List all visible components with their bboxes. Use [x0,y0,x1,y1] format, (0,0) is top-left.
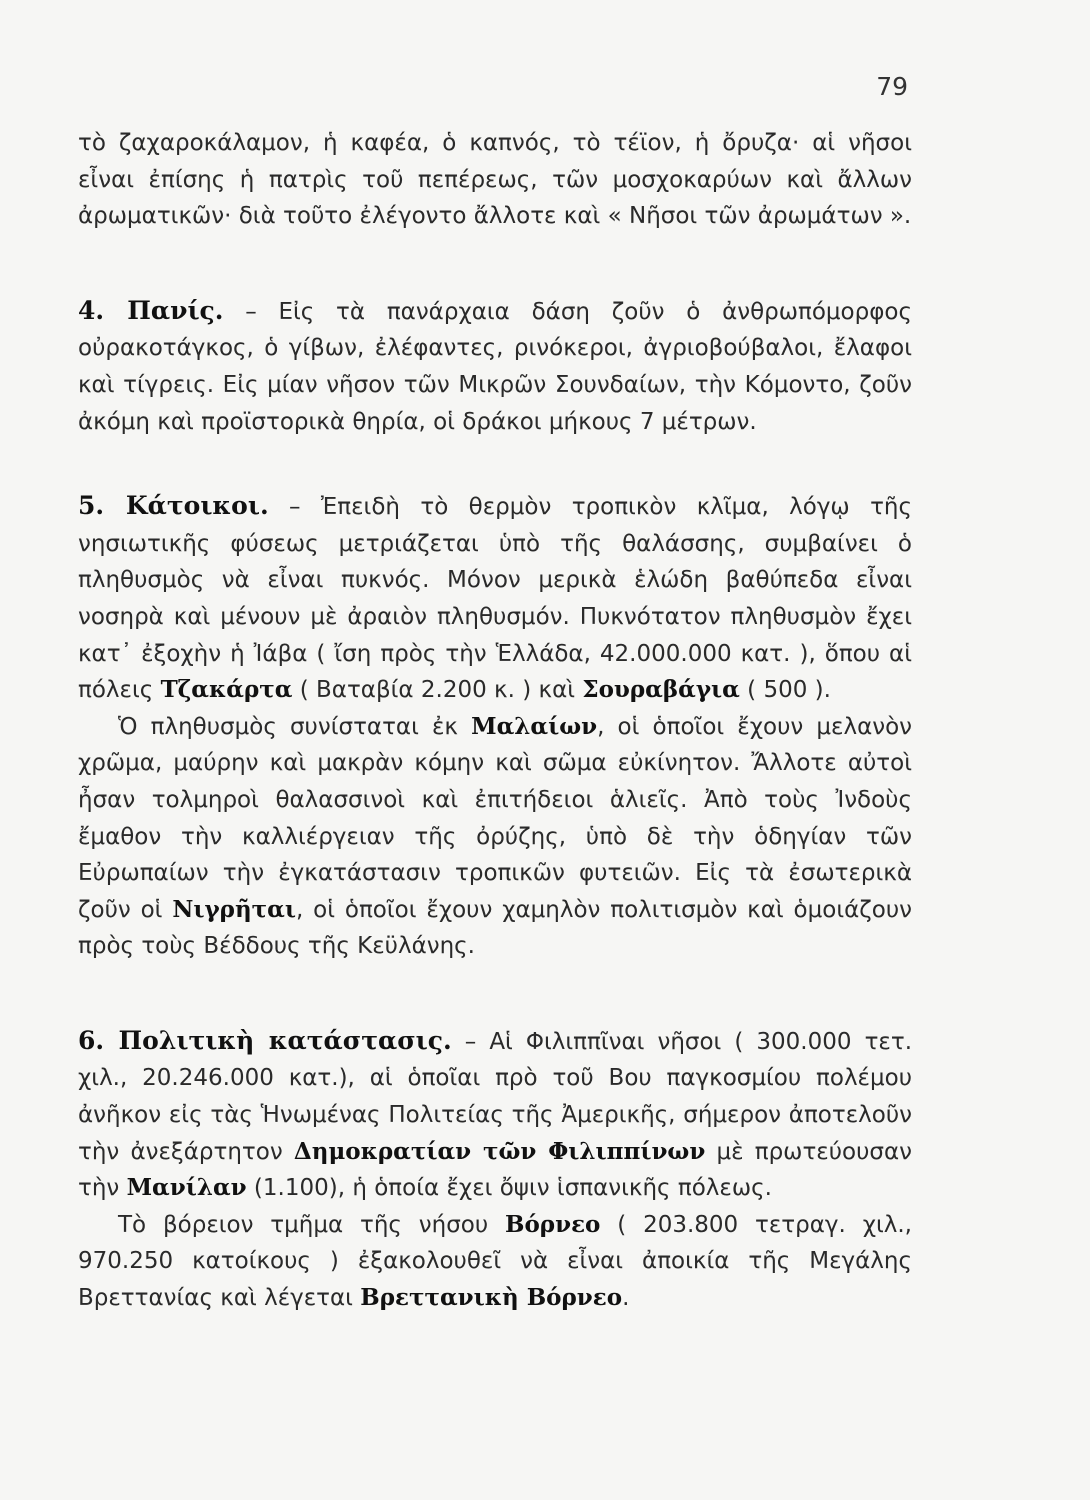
paragraph-section-4 [78,293,912,440]
spacer [78,440,912,488]
section-text: Ὁ πληθυσμὸς συνίσταται ἐκ [118,713,472,740]
section-text: (1.100), ἡ ὁποία ἔχει ὄψιν ἱσπανικῆς πόλεως. [246,1175,772,1202]
bold-term: Βόρνεο [505,1210,601,1238]
spacer [78,965,912,1023]
page-number: 79 [876,72,908,101]
section-text: – Αἱ Φιλιππῖναι νῆσοι ( 300.000 τετ. χιλ., 20.246.000 κατ.), αἱ ὁποῖαι πρὸ τοῦ Βου παγκοσμίου πολέμου ἀνῆκον εἰς τὰς Ἡνωμένας Πολιτείας τῆς Ἀμερικῆς, σήμερον ἀποτελοῦν τὴν ἀνεξάρτητον [78,1028,913,1165]
section-heading: 6. Πολιτικὴ κατάστασις. [78,1025,452,1055]
section-text: . [622,1285,630,1312]
section-text: – Ἐπειδὴ τὸ θερμὸν τροπικὸν κλῖμα, λόγῳ τῆς νησιωτικῆς φύσεως μετριάζεται ὑπὸ τῆς θαλάσσης, συμβαίνει ὁ πληθυσμὸς νὰ εἶναι πυκνός. Μόνον μερικὰ ἑλώδη βαθύπεδα εἶναι νοσηρὰ καὶ μένουν μὲ ἀραιὸν πληθυσμόν. Πυκνότατον πληθυσμὸν ἔχει κατ᾿ ἐξοχὴν ἡ Ἰάβα ( ἴση πρὸς τὴν Ἑλλάδα, 42.000.000 κατ. ), ὅπου αἱ πόλεις [78,494,912,704]
paragraph-population [78,709,912,965]
bold-term: Τζακάρτα [160,676,293,704]
text-body [78,125,912,1317]
section-text: ( Βαταβία 2.200 κ. ) καὶ [292,677,583,704]
bold-term: Νιγρῆται [172,895,296,923]
section-text: Τὸ βόρειον τμῆμα τῆς νήσου [118,1211,506,1238]
bold-term: Δημοκρατίαν τῶν Φιλιππίνων [293,1137,706,1165]
bold-term: Μαλαίων [471,712,598,740]
bold-term: Βρεττανικὴ Βόρνεο [360,1284,623,1312]
bold-term: Μανίλαν [126,1174,247,1202]
paragraph-section-5 [78,488,912,709]
section-text: , οἱ ὁποῖοι ἔχουν μελανὸν χρῶμα, μαύρην καὶ μακρὰν κόμην καὶ σῶμα εὐκίνητον. Ἄλλοτε αὐτοὶ ἦσαν τολμηροὶ θαλασσινοὶ καὶ ἐπιτήδειοι ἁλιεῖς. Ἀπὸ τοὺς Ἰνδοὺς ἔμαθον τὴν καλλιέργειαν τῆς ὀρύζης, ὑπὸ δὲ τὴν ὁδηγίαν τῶν Εὐρωπαίων τὴν ἐγκατάστασιν τροπικῶν φυτειῶν. Εἰς τὰ ἐσωτερικὰ ζοῦν οἱ [78,713,912,923]
section-text: ( 500 ). [739,677,831,704]
section-heading: 4. Πανίς. [78,295,224,325]
section-heading: 5. Κάτοικοι. [78,491,269,521]
section-text: , οἱ ὁποῖοι ἔχουν χαμηλὸν πολιτισμὸν καὶ ὁμοιάζουν πρὸς τοὺς Βέδδους τῆς Κεϋλάνης. [78,896,912,960]
section-text: ( 203.800 τετραγ. χιλ., 970.250 κατοίκους ) ἐξακολουθεῖ νὰ εἶναι ἀποικία τῆς Μεγάλης Βρεττανίας καὶ λέγεται [78,1211,912,1312]
spacer [78,235,912,293]
paragraph-intro: τὸ ζαχαροκάλαμον, ἡ καφέα, ὁ καπνός, τὸ τέϊον, ἡ ὄρυζα· αἱ νῆσοι εἶναι ἐπίσης ἡ πατρὶς τοῦ πεπέρεως, τῶν μοσχοκαρύων καὶ ἄλλων ἀρωματικῶν· διὰ τοῦτο ἐλέγοντο ἄλλοτε καὶ « Νῆσοι τῶν ἀρωμάτων ». [78,130,912,230]
section-text: – Εἰς τὰ πανάρχαια δάση ζοῦν ὁ ἀνθρωπόμορφος οὐρακοτάγκος, ὁ γίβων, ἐλέφαντες, ρινόκεροι, ἀγριοβούβαλοι, ἔλαφοι καὶ τίγρεις. Εἰς μίαν νῆσον τῶν Μικρῶν Σουνδαίων, τὴν Κόμοντο, ζοῦν ἀκόμη καὶ προϊστορικὰ θηρία, οἱ δράκοι μήκους 7 μέτρων. [78,298,912,435]
section-text: μὲ πρωτεύουσαν τὴν [78,1138,912,1202]
paragraph-section-6 [78,1023,912,1207]
paragraph-borneo [78,1207,912,1317]
bold-term: Σουραβάγια [582,676,740,704]
